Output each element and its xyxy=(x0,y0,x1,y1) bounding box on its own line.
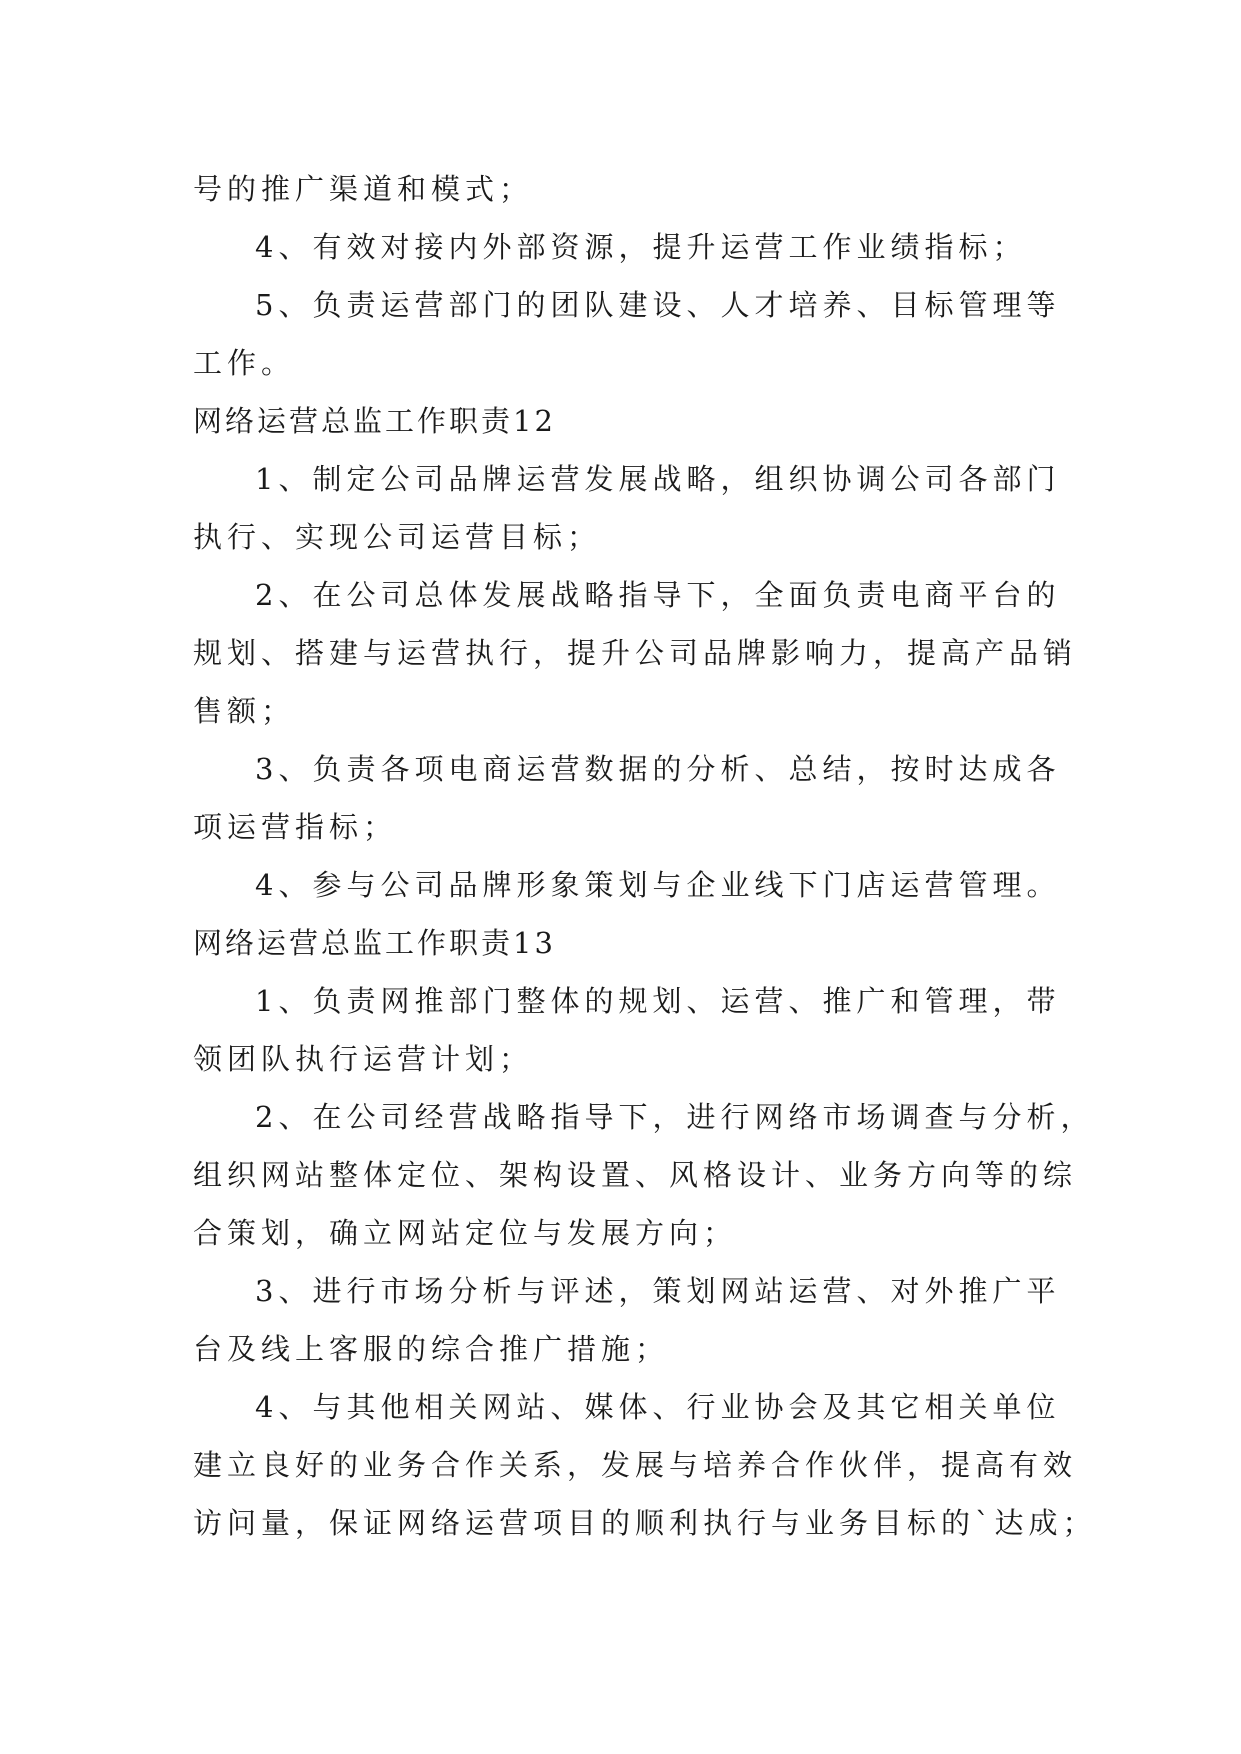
list-item-line: 3、负责各项电商运营数据的分析、总结，按时达成各 xyxy=(255,752,1061,786)
list-item-line: 2、在公司总体发展战略指导下，全面负责电商平台的 xyxy=(255,578,1061,612)
list-item-line: 4、与其他相关网站、媒体、行业协会及其它相关单位 xyxy=(255,1390,1061,1424)
body-line: 工作。 xyxy=(193,346,296,380)
body-line: 售额； xyxy=(193,694,296,728)
list-item-line: 5、负责运营部门的团队建设、人才培养、目标管理等 xyxy=(255,288,1061,322)
body-line: 合策划，确立网站定位与发展方向； xyxy=(193,1216,738,1250)
document-body xyxy=(193,160,1097,1552)
list-item-line: 2、在公司经营战略指导下，进行网络市场调查与分析， xyxy=(255,1100,1095,1134)
body-line: 访问量，保证网络运营项目的顺利执行与业务目标的`达成； xyxy=(193,1506,1097,1540)
section-heading-13: 网络运营总监工作职责13 xyxy=(193,926,556,960)
body-line: 号的推广渠道和模式； xyxy=(193,172,534,206)
body-line: 组织网站整体定位、架构设置、风格设计、业务方向等的综 xyxy=(193,1158,1078,1192)
body-line: 建立良好的业务合作关系，发展与培养合作伙伴，提高有效 xyxy=(193,1448,1078,1482)
list-item-line: 1、负责网推部门整体的规划、运营、推广和管理，带 xyxy=(255,984,1061,1018)
body-line: 项运营指标； xyxy=(193,810,398,844)
list-item-line: 3、进行市场分析与评述，策划网站运营、对外推广平 xyxy=(255,1274,1061,1308)
body-line: 台及线上客服的综合推广措施； xyxy=(193,1332,670,1366)
body-line: 领团队执行运营计划； xyxy=(193,1042,534,1076)
list-item-line: 4、有效对接内外部资源，提升运营工作业绩指标； xyxy=(255,230,1027,264)
section-heading-12: 网络运营总监工作职责12 xyxy=(193,404,556,438)
body-line: 规划、搭建与运营执行，提升公司品牌影响力，提高产品销 xyxy=(193,636,1078,670)
list-item-line: 1、制定公司品牌运营发展战略，组织协调公司各部门 xyxy=(255,462,1061,496)
list-item-line: 4、参与公司品牌形象策划与企业线下门店运营管理。 xyxy=(255,868,1061,902)
body-line: 执行、实现公司运营目标； xyxy=(193,520,602,554)
